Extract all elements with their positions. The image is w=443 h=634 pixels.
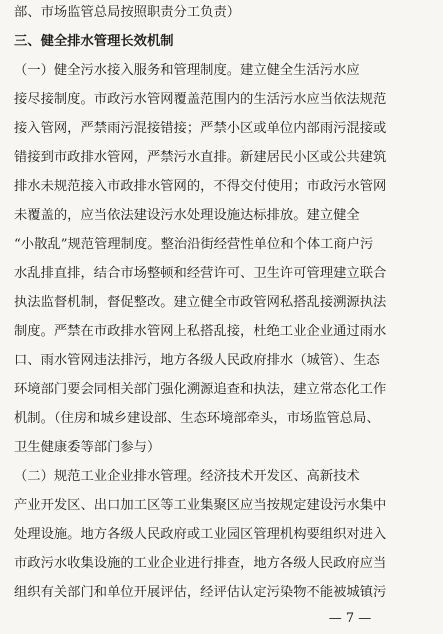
- text-line: 水乱排直排，结合市场整顿和经营许可、卫生许可管理建立联合: [14, 266, 387, 281]
- section-heading: 三、健全排水管理长效机制: [14, 34, 174, 49]
- text-line: 环境部门要会同相关部门强化溯源追查和执法，建立常态化工作: [14, 382, 387, 397]
- text-line: 市政污水收集设施的工业企业进行排查，地方各级人民政府应当: [14, 556, 387, 571]
- text-line: 制度。严禁在市政排水管网上私搭乱接，杜绝工业企业通过雨水: [14, 324, 387, 339]
- text-line: 产业开发区、出口加工区等工业集聚区应当按规定建设污水集中: [14, 498, 387, 513]
- text-line: 执法监督机制，督促整改。建立健全市政管网私搭乱接溯源执法: [14, 295, 387, 310]
- page-number-text: — 7 —: [328, 611, 372, 626]
- text-line: “小散乱”规范管理制度。整治沿街经营性单位和个体工商户污: [14, 237, 374, 252]
- text-line: 排水未规范接入市政排水管网的，不得交付使用；市政污水管网: [14, 179, 387, 194]
- text-line: 错接到市政排水管网，严禁污水直排。新建居民小区或公共建筑: [14, 150, 387, 165]
- text-line: 机制。（住房和城乡建设部、生态环境部牵头，市场监管总局、: [14, 411, 380, 426]
- text-line: 接尽接制度。市政污水管网覆盖范围内的生活污水应当依法规范: [14, 92, 387, 107]
- text-line: 卫生健康委等部门参与）: [14, 440, 161, 455]
- page-number: [0, 610, 385, 627]
- text-line: （二）规范工业企业排水管理。经济技术开发区、高新技术: [14, 469, 360, 484]
- text-line: 部、市场监管总局按照职责分工负责）: [14, 5, 241, 20]
- text-line: 组织有关部门和单位开展评估，经评估认定污染物不能被城镇污: [14, 585, 387, 600]
- text-line: 口、雨水管网违法排污，地方各级人民政府排水（城管）、生态: [14, 353, 380, 368]
- text-line: 接入管网，严禁雨污混接错接；严禁小区或单位内部雨污混接或: [14, 121, 387, 136]
- text-line: （一）健全污水接入服务和管理制度。建立健全生活污水应: [14, 63, 360, 78]
- text-line: 未覆盖的，应当依法建设污水处理设施达标排放。建立健全: [14, 208, 360, 223]
- text-line: 处理设施。地方各级人民政府或工业园区管理机构要组织对进入: [14, 527, 387, 542]
